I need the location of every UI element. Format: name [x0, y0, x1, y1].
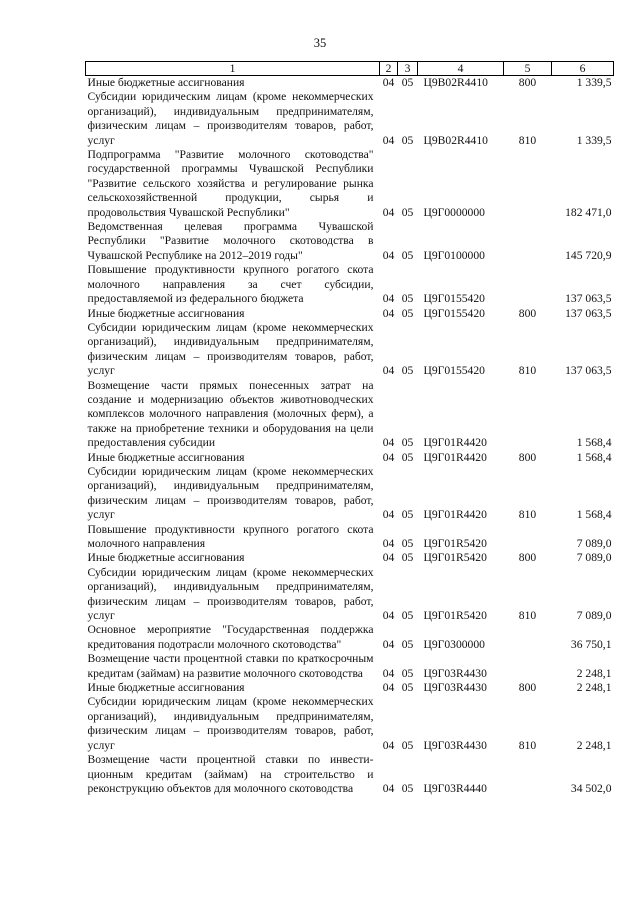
row-name-cell: Субсидии юридическим лицам (кроме некоммерческих организаций), индивидуальным предпринимателям, физическим лицам – производителям товаров, работ, услуг	[87, 565, 374, 623]
row-subsection-cell: 05	[401, 781, 414, 795]
table-row	[86, 321, 614, 379]
row-target-article-cell: Ц9Г03R4430	[423, 681, 487, 695]
row-target-article-cell: Ц9В02R4410	[423, 76, 488, 89]
row-expense-type-cell: 800	[518, 306, 537, 320]
row-expense-type-cell	[504, 652, 552, 681]
page-number: 35	[313, 36, 327, 50]
row-subsection-cell: 05	[401, 436, 414, 450]
header-col-3: 3	[398, 62, 418, 76]
row-section-cell: 04	[382, 508, 395, 522]
row-amount-cell: 2 248,1	[576, 666, 612, 680]
row-section-cell: 04	[382, 306, 395, 320]
row-section-cell: 04	[382, 76, 395, 89]
row-subsection-cell: 05	[401, 666, 414, 680]
row-amount-cell: 137 063,5	[565, 292, 612, 306]
row-target-article-cell: Ц9Г03R4430	[423, 738, 487, 752]
table-row	[86, 465, 614, 523]
row-subsection-cell: 05	[401, 609, 414, 623]
table-row	[86, 220, 614, 263]
row-name-cell: Повышение продуктивности крупного рогатого скота молочного направления за счет субсидии, предоставляемой из федерального бюджета	[87, 263, 374, 306]
row-subsection-cell: 05	[401, 537, 414, 550]
table-row	[86, 307, 614, 321]
row-expense-type-cell	[504, 623, 552, 652]
table-row	[86, 90, 614, 148]
row-subsection-cell: 05	[401, 133, 414, 147]
table-row	[86, 523, 614, 552]
row-section-cell: 04	[382, 781, 395, 795]
row-target-article-cell: Ц9Г0155420	[423, 306, 485, 320]
row-target-article-cell: Ц9В02R4410	[423, 133, 488, 147]
row-subsection-cell: 05	[401, 551, 414, 565]
row-section-cell: 04	[382, 292, 395, 306]
header-col-4: 4	[418, 62, 504, 76]
row-section-cell: 04	[382, 248, 395, 262]
row-name-cell: Основное мероприятие "Государственная поддержка кредитования подотрасли молочного скотоводства"	[87, 623, 374, 651]
row-amount-cell: 7 089,0	[576, 609, 612, 623]
row-subsection-cell: 05	[401, 76, 414, 89]
table-body	[86, 76, 614, 797]
row-name-cell: Иные бюджетные ассигнования	[87, 306, 245, 320]
row-target-article-cell: Ц9Г03R4440	[423, 781, 487, 795]
row-section-cell: 04	[382, 133, 395, 147]
row-subsection-cell: 05	[401, 205, 414, 219]
row-section-cell: 04	[382, 436, 395, 450]
row-amount-cell: 145 720,9	[565, 248, 612, 262]
row-expense-type-cell	[504, 379, 552, 451]
row-subsection-cell: 05	[401, 450, 414, 464]
row-section-cell: 04	[382, 738, 395, 752]
row-section-cell: 04	[382, 364, 395, 378]
row-section-cell: 04	[382, 205, 395, 219]
header-col-1: 1	[86, 62, 380, 76]
row-expense-type-cell	[504, 523, 552, 552]
row-amount-cell: 1 568,4	[576, 436, 612, 450]
row-amount-cell: 2 248,1	[576, 681, 612, 695]
table-row	[86, 623, 614, 652]
row-amount-cell: 1 568,4	[576, 450, 612, 464]
row-section-cell: 04	[382, 609, 395, 623]
row-expense-type-cell	[504, 263, 552, 306]
row-subsection-cell: 05	[401, 681, 414, 695]
header-col-2: 2	[380, 62, 398, 76]
header-col-5: 5	[504, 62, 552, 76]
row-target-article-cell: Ц9Г0000000	[423, 205, 485, 219]
row-expense-type-cell: 810	[518, 508, 537, 522]
row-name-cell: Ведомственная целевая программа Чувашской Республики "Развитие молочного скотоводства в Чувашской Республике на 2012–2019 годы"	[87, 220, 374, 262]
table-row	[86, 148, 614, 220]
row-subsection-cell: 05	[401, 248, 414, 262]
row-name-cell: Иные бюджетные ассигнования	[87, 551, 245, 565]
row-expense-type-cell: 800	[518, 551, 537, 565]
table-row	[86, 451, 614, 465]
row-section-cell: 04	[382, 681, 395, 695]
row-expense-type-cell: 800	[518, 450, 537, 464]
row-target-article-cell: Ц9Г01R4420	[423, 436, 487, 450]
row-target-article-cell: Ц9Г01R4420	[423, 450, 487, 464]
row-name-cell: Подпрограмма "Развитие молочного скотоводства" государственной программы Чувашской Республики "Развитие сельского хозяйства и регулирование рынка сельскохозяйственной продукции, сырья и продовольствия Чувашской Республики"	[87, 148, 374, 219]
row-name-cell: Иные бюджетные ассигнования	[87, 681, 245, 695]
header-col-6: 6	[552, 62, 614, 76]
row-name-cell: Иные бюджетные ассигнования	[87, 450, 245, 464]
row-target-article-cell: Ц9Г0155420	[423, 292, 485, 306]
row-target-article-cell: Ц9Г03R4430	[423, 666, 487, 680]
row-expense-type-cell: 810	[518, 364, 537, 378]
row-name-cell: Возмещение части процентной ставки по краткосрочным кредитам (займам) на развитие молочного скотоводства	[87, 652, 374, 680]
row-target-article-cell: Ц9Г0300000	[423, 637, 485, 651]
row-section-cell: 04	[382, 537, 395, 550]
row-amount-cell: 1 339,5	[576, 76, 612, 89]
row-section-cell: 04	[382, 450, 395, 464]
row-amount-cell: 7 089,0	[576, 537, 612, 550]
row-subsection-cell: 05	[401, 738, 414, 752]
table-row	[86, 681, 614, 695]
row-amount-cell: 137 063,5	[565, 306, 612, 320]
table-row	[86, 566, 614, 624]
row-section-cell: 04	[382, 551, 395, 565]
row-target-article-cell: Ц9Г01R4420	[423, 508, 487, 522]
row-subsection-cell: 05	[401, 637, 414, 651]
table-row	[86, 753, 614, 796]
table-row	[86, 76, 614, 91]
row-section-cell: 04	[382, 637, 395, 651]
row-amount-cell: 7 089,0	[576, 551, 612, 565]
row-name-cell: Возмещение части прямых понесенных затрат на создание и модернизацию объектов животноводческих комплексов молочного направления (молочных ферм), а также на приобретение техники и оборудования на цели предоставления субсидии	[87, 378, 374, 450]
row-amount-cell: 1 568,4	[576, 508, 612, 522]
table-row	[86, 551, 614, 565]
row-name-cell: Субсидии юридическим лицам (кроме некоммерческих организаций), индивидуальным предпринимателям, физическим лицам – производителям товаров, работ, услуг	[87, 695, 374, 752]
row-amount-cell: 182 471,0	[565, 205, 612, 219]
row-name-cell: Субсидии юридическим лицам (кроме некоммерческих организаций), индивидуальным предпринимателям, физическим лицам – производителям товаров, работ, услуг	[87, 464, 374, 522]
row-expense-type-cell	[504, 148, 552, 220]
row-expense-type-cell: 800	[518, 76, 537, 89]
row-expense-type-cell: 810	[518, 133, 537, 147]
row-target-article-cell: Ц9Г0155420	[423, 364, 485, 378]
row-expense-type-cell: 810	[518, 738, 537, 752]
row-name-cell: Повышение продуктивности крупного рогатого скота молочного направления	[87, 522, 374, 550]
row-name-cell: Иные бюджетные ассигнования	[87, 76, 245, 89]
row-amount-cell: 1 339,5	[576, 133, 612, 147]
row-name-cell: Возмещение части процентной ставки по инвестиционным кредитам (займам) на строительство и реконструкцию объектов для молочного скотоводства	[87, 753, 374, 795]
row-expense-type-cell	[504, 753, 552, 796]
row-name-cell: Субсидии юридическим лицам (кроме некоммерческих организаций), индивидуальным предпринимателям, физическим лицам – производителям товаров, работ, услуг	[87, 320, 374, 378]
row-expense-type-cell: 800	[518, 681, 537, 695]
row-target-article-cell: Ц9Г01R5420	[423, 551, 487, 565]
row-subsection-cell: 05	[401, 508, 414, 522]
row-amount-cell: 36 750,1	[570, 637, 612, 651]
row-name-cell: Субсидии юридическим лицам (кроме некоммерческих организаций), индивидуальным предпринимателям, физическим лицам – производителям товаров, работ, услуг	[87, 90, 374, 147]
table-row	[86, 263, 614, 306]
row-section-cell: 04	[382, 666, 395, 680]
table-row	[86, 652, 614, 681]
table-row	[86, 695, 614, 753]
row-expense-type-cell	[504, 220, 552, 263]
table-row	[86, 379, 614, 451]
row-target-article-cell: Ц9Г01R5420	[423, 609, 487, 623]
row-subsection-cell: 05	[401, 364, 414, 378]
row-expense-type-cell: 810	[518, 609, 537, 623]
row-amount-cell: 137 063,5	[565, 364, 612, 378]
row-subsection-cell: 05	[401, 292, 414, 306]
table-header	[86, 62, 614, 76]
row-target-article-cell: Ц9Г01R5420	[423, 537, 487, 550]
row-amount-cell: 34 502,0	[570, 781, 612, 795]
row-subsection-cell: 05	[401, 306, 414, 320]
row-amount-cell: 2 248,1	[576, 738, 612, 752]
budget-table	[85, 61, 614, 796]
row-target-article-cell: Ц9Г0100000	[423, 248, 485, 262]
